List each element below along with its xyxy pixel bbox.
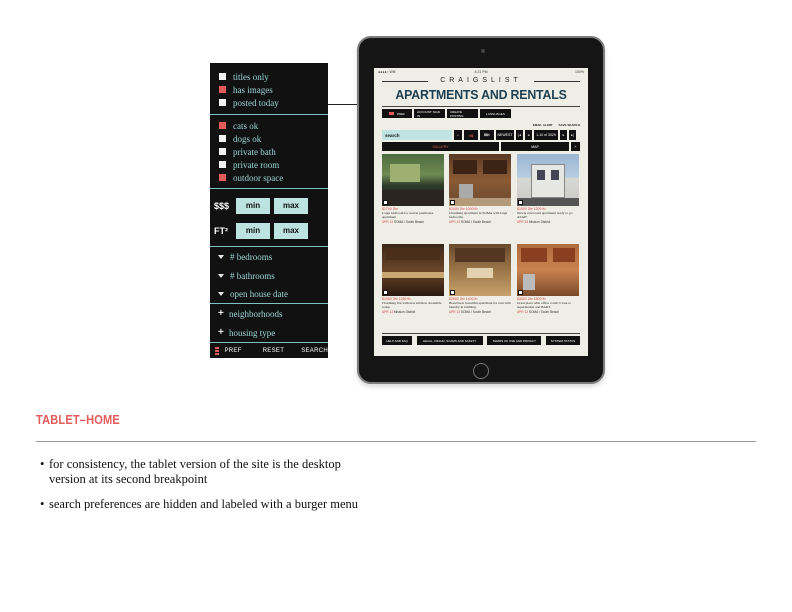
last-page-icon[interactable]: ▸| <box>569 130 576 140</box>
listing-date: APR 13 <box>517 310 528 314</box>
listing-neighborhood: Mission District <box>393 310 416 314</box>
expander-label: neighborhoods <box>229 308 283 319</box>
listing-title[interactable]: Charming apartment in SOMA with large bedrooms. <box>449 211 508 219</box>
expander-neighborhoods[interactable] <box>218 308 283 319</box>
listing-photo[interactable] <box>382 154 444 206</box>
listing-neighborhood: SOMA / South Beach <box>460 310 492 314</box>
first-page-icon[interactable]: |◂ <box>516 130 523 140</box>
checkbox[interactable] <box>219 122 226 129</box>
divider <box>210 246 328 247</box>
checkbox-label: dogs ok <box>233 133 262 144</box>
filter-outdoor-space[interactable] <box>219 172 283 183</box>
divider <box>210 342 328 343</box>
status-time: 4:21 PM <box>474 70 488 74</box>
filter-private-bath[interactable] <box>219 146 276 157</box>
cabinet-shape <box>453 160 477 174</box>
window-shape <box>390 164 420 182</box>
price-max-input[interactable]: max <box>274 198 308 214</box>
burger-menu-icon[interactable] <box>215 347 219 355</box>
listing-card[interactable] <box>517 154 579 224</box>
price-range <box>214 197 312 214</box>
favorite-icon[interactable] <box>450 200 455 205</box>
area-label: FT² <box>214 225 228 236</box>
divider <box>382 106 580 107</box>
checkbox[interactable] <box>219 86 226 93</box>
expander-label: housing type <box>229 327 276 338</box>
listing-neighborhood: SOMA / South Beach <box>393 220 425 224</box>
note-bullet <box>40 457 360 487</box>
checkbox-label: has images <box>233 84 273 95</box>
stove-shape <box>459 184 473 198</box>
street-shape <box>517 198 579 206</box>
checkbox[interactable] <box>219 148 226 155</box>
favorite-icon[interactable] <box>383 290 388 295</box>
price-label: $$$ <box>214 200 230 211</box>
listing-meta <box>517 310 579 314</box>
floor-shape <box>449 198 511 206</box>
carrier-signal: ●●●●○ Wiﬁ <box>378 70 396 74</box>
view-switcher <box>382 142 580 151</box>
save-search-link[interactable]: SAVE SEARCH <box>558 123 580 127</box>
divider <box>382 333 580 334</box>
pager-status: 1-10 of 3029 <box>534 130 558 140</box>
listing-card[interactable] <box>449 154 511 224</box>
plus-icon: + <box>218 307 224 319</box>
area-range <box>214 222 312 239</box>
filter-cats-ok[interactable] <box>219 120 258 131</box>
filter-dogs-ok[interactable] <box>219 133 261 144</box>
listing-card[interactable] <box>382 244 444 314</box>
next-page-icon[interactable]: ▸ <box>560 130 567 140</box>
cabinet-shape <box>483 160 507 174</box>
search-preferences-panel <box>210 63 328 358</box>
search-button[interactable]: SEARCH <box>301 348 328 354</box>
cabinet-shape <box>386 248 440 260</box>
languages-button[interactable]: LANGUAGES <box>480 109 511 118</box>
brand-logo[interactable]: CRAIGSLIST <box>440 77 522 84</box>
listing-meta <box>382 220 444 224</box>
expander-housing-type[interactable] <box>218 327 275 338</box>
checkbox[interactable] <box>219 135 226 142</box>
listing-card[interactable] <box>449 244 511 314</box>
window-shape <box>551 170 559 180</box>
burger-menu-icon <box>389 112 394 116</box>
listing-meta <box>517 220 579 224</box>
tablet-device <box>357 36 605 384</box>
area-min-input[interactable]: min <box>236 223 270 239</box>
terms-link[interactable]: TERMS OF USE AND PRIVACY <box>487 336 541 345</box>
listing-title[interactable]: Brand new beautiful apartment for rent with laundry in building. <box>449 301 511 309</box>
plus-icon: + <box>218 326 224 338</box>
camera-icon <box>481 49 485 53</box>
account-sign-in-button[interactable]: ACCOUNT SIGN IN <box>414 109 445 118</box>
checkbox[interactable] <box>219 99 226 106</box>
divider <box>210 114 328 115</box>
listing-photo[interactable] <box>449 154 511 206</box>
listing-date: APR 13 <box>382 220 393 224</box>
listing-date: APR 13 <box>449 310 460 314</box>
cabinet-shape <box>521 248 547 262</box>
listing-card[interactable] <box>382 154 444 224</box>
system-status-link[interactable]: SYSTEM STATUS <box>546 336 580 345</box>
panel-footer <box>210 344 328 358</box>
tablet-screen <box>374 68 588 356</box>
divider <box>36 441 756 442</box>
filter-posted-today[interactable] <box>219 97 279 108</box>
listing-title[interactable]: Large bedroom for rent in penthouse apartment <box>382 211 434 219</box>
sort-select[interactable]: NEWEST <box>496 130 514 140</box>
listing-price: $3000 2br 1600 ft² <box>517 297 546 301</box>
divider <box>210 188 328 189</box>
legal-link[interactable]: LEGAL, FRAUD, SCAMS AND SAFETY <box>417 336 483 345</box>
cabinet-shape <box>455 248 505 262</box>
prev-page-icon[interactable]: ◂ <box>525 130 532 140</box>
checkbox-label: private room <box>233 159 280 170</box>
help-faq-link[interactable]: HELP AND FAQ <box>382 336 412 345</box>
dropdown-bedrooms[interactable] <box>218 251 272 262</box>
window-shape <box>537 170 545 180</box>
alert-links <box>374 123 580 128</box>
checkbox[interactable] <box>219 161 226 168</box>
gallery-view-tab[interactable]: GALLERY <box>382 142 499 151</box>
listing-price: $1700 2br <box>382 207 398 211</box>
listing-neighborhood: SOMA / South Beach <box>460 220 492 224</box>
price-min-input[interactable]: min <box>236 198 270 214</box>
listing-meta <box>449 220 511 224</box>
filter-private-room[interactable] <box>219 159 279 170</box>
battery-level: 100% <box>575 70 584 74</box>
home-button[interactable] <box>473 363 489 379</box>
listing-photo[interactable] <box>449 244 511 296</box>
listing-price: $2800 2br 1400 ft² <box>449 297 478 301</box>
create-posting-button[interactable]: CREATE POSTING <box>447 109 478 118</box>
listing-date: APR 13 <box>517 220 528 224</box>
note-text: for consistency, the tablet version of the site is the desktop version at its second breakpoint <box>49 457 341 486</box>
checkbox-label: titles only <box>233 71 269 82</box>
price-high-filter[interactable]: $$< <box>480 130 494 140</box>
listing-photo[interactable] <box>517 154 579 206</box>
bullet-dot: • <box>40 457 45 471</box>
cabinet-shape <box>553 248 575 262</box>
favorite-icon[interactable] <box>383 200 388 205</box>
chevron-down-icon <box>218 274 224 278</box>
listing-price: $1950 2br 1250 ft² <box>382 297 411 301</box>
plus-icon[interactable]: + <box>571 142 580 151</box>
bullet-dot: • <box>40 497 45 511</box>
checkbox-label: outdoor space <box>233 172 284 183</box>
checkbox-label: cats ok <box>233 120 259 131</box>
listing-date: APR 13 <box>382 310 393 314</box>
chevron-down-icon <box>218 292 224 296</box>
reset-button[interactable]: RESET <box>262 348 285 354</box>
listing-neighborhood: Mission District <box>528 220 551 224</box>
listing-price: $1900 2br 1200 ft² <box>517 207 546 211</box>
dropdown-label: # bathrooms <box>230 270 275 281</box>
pref-menu-button[interactable] <box>382 109 412 118</box>
listing-photo[interactable] <box>382 244 444 296</box>
dropdown-open-house-date[interactable] <box>218 288 288 299</box>
checkbox[interactable] <box>219 73 226 80</box>
email-alert-link[interactable]: EMAIL ALERT <box>532 123 553 127</box>
pref-button[interactable]: PREF <box>224 348 242 354</box>
favorite-icon[interactable] <box>450 290 455 295</box>
counter-shape <box>382 272 444 278</box>
listing-photo[interactable] <box>517 244 579 296</box>
island-shape <box>467 268 493 278</box>
top-nav <box>382 109 580 118</box>
map-view-tab[interactable]: MAP <box>501 142 569 151</box>
filter-has-images[interactable] <box>219 84 273 95</box>
divider <box>210 303 328 304</box>
favorite-icon[interactable] <box>518 290 523 295</box>
stove-shape <box>523 274 535 290</box>
listing-title[interactable]: Charming flat with new kitchen. Available today. <box>382 301 442 309</box>
price-low-filter[interactable]: <$ <box>464 130 478 140</box>
search-bar <box>382 130 580 140</box>
site-footer <box>382 336 580 345</box>
note-text: search preferences are hidden and labeled with a burger menu <box>49 497 358 511</box>
listing-price: $2400 2br 1000 ft² <box>449 207 478 211</box>
note-bullet <box>40 497 360 512</box>
chevron-down-icon <box>218 255 224 259</box>
listing-meta <box>449 310 511 314</box>
section-title: TABLET–HOME <box>36 412 120 427</box>
listing-neighborhood: SOMA / South Beach <box>528 310 560 314</box>
checkbox-label: posted today <box>233 97 279 108</box>
checkbox[interactable] <box>219 174 226 181</box>
dropdown-label: # bedrooms <box>230 251 273 262</box>
search-icon[interactable]: ⌕ <box>454 130 462 140</box>
filter-titles-only[interactable] <box>219 71 269 82</box>
dropdown-label: open house date <box>230 288 288 299</box>
dropdown-bathrooms[interactable] <box>218 270 275 281</box>
floor-shape <box>382 190 444 206</box>
status-bar <box>378 70 584 76</box>
listing-card[interactable] <box>517 244 579 314</box>
favorite-icon[interactable] <box>518 200 523 205</box>
listing-meta <box>382 310 444 314</box>
area-max-input[interactable]: max <box>274 223 308 239</box>
checkbox-label: private bath <box>233 146 276 157</box>
listing-date: APR 13 <box>449 220 460 224</box>
page-title: APARTMENTS AND RENTALS <box>395 87 567 102</box>
nav-label: PREF <box>396 111 405 116</box>
listing-title[interactable]: Newly renovated apartment ready to go ASAP! <box>517 211 573 219</box>
listing-title[interactable]: Great place with office room! Close to supermarket and BART. <box>517 301 571 309</box>
search-input[interactable]: search <box>382 130 452 140</box>
